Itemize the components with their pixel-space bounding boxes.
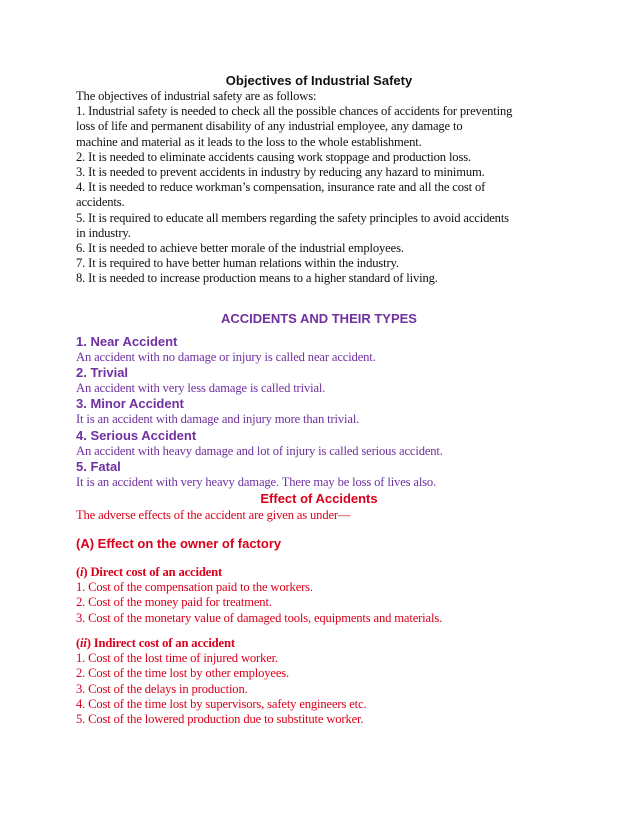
accident-type-desc: An accident with heavy damage and lot of injury is called serious accident. bbox=[76, 443, 443, 458]
direct-cost-item: 2. Cost of the money paid for treatment. bbox=[76, 595, 272, 610]
accident-type-desc: It is an accident with damage and injury more than trivial. bbox=[76, 412, 360, 427]
objectives-body bbox=[76, 89, 536, 287]
indirect-cost-item: 4. Cost of the time lost by supervisors, safety engineers etc. bbox=[76, 696, 367, 711]
objectives-line: loss of life and permanent disability of any industrial employee, any damage to bbox=[76, 119, 463, 134]
indirect-cost-item: 5. Cost of the lowered production due to substitute worker. bbox=[76, 712, 364, 727]
direct-cost-heading: (i) Direct cost of an accident bbox=[76, 565, 223, 579]
objectives-line: in industry. bbox=[76, 225, 131, 240]
indirect-cost-item: 3. Cost of the delays in production. bbox=[76, 681, 248, 696]
accident-type-heading: 5. Fatal bbox=[76, 458, 121, 474]
effects-intro: The adverse effects of the accident are given as under— bbox=[76, 508, 351, 522]
indirect-cost-section bbox=[76, 636, 536, 727]
direct-cost-numeral: i bbox=[80, 565, 84, 579]
objectives-line: 7. It is required to have better human relations within the industry. bbox=[76, 256, 399, 271]
accident-type-heading: 1. Near Accident bbox=[76, 334, 178, 349]
objectives-line: The objectives of industrial safety are as follows: bbox=[76, 89, 317, 103]
objectives-line: 1. Industrial safety is needed to check all the possible chances of accidents for preventing bbox=[76, 104, 513, 119]
objectives-line: accidents. bbox=[76, 195, 125, 210]
indirect-cost-heading: (ii) Indirect cost of an accident bbox=[76, 636, 235, 650]
accidents-title: ACCIDENTS AND THEIR TYPES bbox=[221, 311, 417, 326]
direct-cost-section bbox=[76, 565, 536, 626]
objectives-line: 6. It is needed to achieve better morale of the industrial employees. bbox=[76, 241, 404, 256]
indirect-cost-numeral: ii bbox=[80, 636, 87, 650]
objectives-line: 2. It is needed to eliminate accidents causing work stoppage and production loss. bbox=[76, 149, 471, 164]
owner-effect-heading: (A) Effect on the owner of factory bbox=[76, 536, 282, 551]
accident-types bbox=[76, 334, 536, 490]
accident-type-desc: An accident with very less damage is called trivial. bbox=[76, 381, 326, 396]
objectives-line: 8. It is needed to increase production means to a higher standard of living. bbox=[76, 271, 438, 286]
objectives-title: Objectives of Industrial Safety bbox=[225, 73, 413, 88]
accident-type-heading: 4. Serious Accident bbox=[76, 427, 197, 443]
indirect-cost-item: 2. Cost of the time lost by other employees. bbox=[76, 666, 290, 681]
objectives-line: machine and material as it leads to the loss to the whole establishment. bbox=[76, 134, 422, 149]
objectives-line: 4. It is needed to reduce workman’s compensation, insurance rate and all the cost of bbox=[76, 180, 486, 195]
accident-type-desc: An accident with no damage or injury is called near accident. bbox=[76, 350, 376, 364]
direct-cost-item: 1. Cost of the compensation paid to the workers. bbox=[76, 580, 313, 595]
accident-type-heading: 2. Trivial bbox=[76, 365, 129, 381]
objectives-line: 5. It is required to educate all members regarding the safety principles to avoid accidents bbox=[76, 210, 509, 225]
accident-type-desc: It is an accident with very heavy damage. There may be loss of lives also. bbox=[76, 474, 437, 489]
indirect-cost-item: 1. Cost of the lost time of injured worker. bbox=[76, 651, 279, 666]
direct-cost-item: 3. Cost of the monetary value of damaged tools, equipments and materials. bbox=[76, 610, 443, 625]
accident-type-heading: 3. Minor Accident bbox=[76, 396, 184, 412]
effects-title: Effect of Accidents bbox=[260, 491, 378, 506]
objectives-line: 3. It is needed to prevent accidents in industry by reducing any hazard to minimum. bbox=[76, 165, 485, 180]
